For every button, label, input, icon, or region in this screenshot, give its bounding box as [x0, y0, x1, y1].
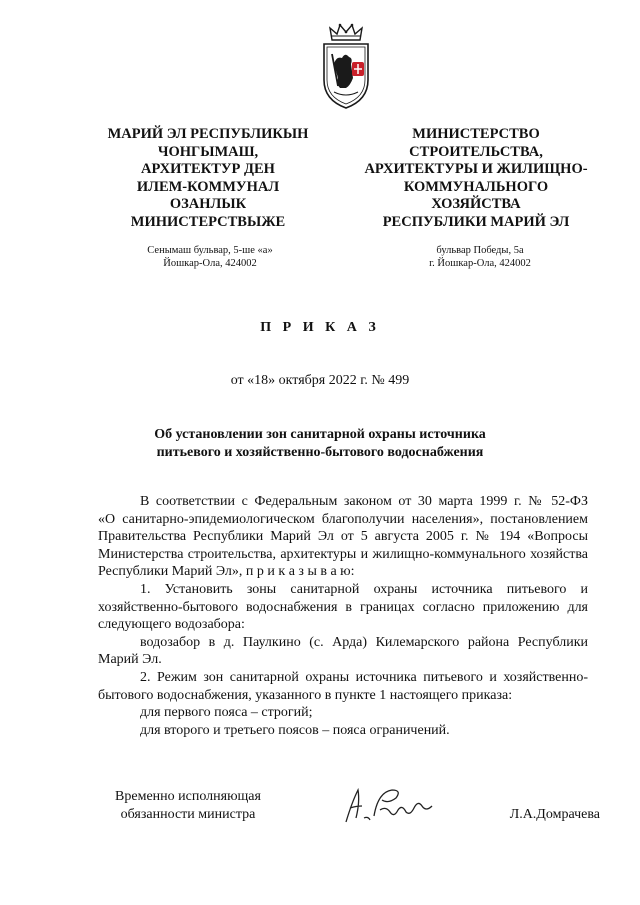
- header-right-line: КОММУНАЛЬНОГО: [403, 178, 549, 195]
- order-item-2-second-third-belts: для второго и третьего поясов – пояса ограничений.: [140, 722, 450, 738]
- header-left-line: ИЛЕМ-КОММУНАЛ: [136, 178, 280, 195]
- document-date-number: от «18» октября 2022 г. № 499: [230, 373, 410, 388]
- document-body: [98, 493, 588, 739]
- emblem-icon: [318, 22, 374, 110]
- order-item-2-first-belt: для первого пояса – строгий;: [140, 705, 313, 721]
- position-line: Временно исполняющая: [115, 789, 261, 804]
- document-subject: [120, 426, 520, 462]
- signatory-position: [98, 788, 278, 824]
- header-right-line: МИНИСТЕРСТВО: [412, 126, 540, 142]
- header-right-address: [380, 244, 580, 270]
- preamble-paragraph: «О санитарно-эпидемиологическом благополучии населения», постановлением Правительства Республики Марий Эл от 5 августа 2005 г. № 194 «Вопросы Министерства строительства, архитектуры и жилищно-коммунального хозяйства Республики Марий Эл», п р и к а з ы в а ю:: [98, 511, 588, 580]
- header-right-line: АРХИТЕКТУРЫ И ЖИЛИЩНО-: [364, 161, 588, 177]
- preamble-first-line: В соответствии с Федеральным законом от 30 марта 1999 г. № 52-ФЗ: [140, 494, 588, 509]
- header-right-ministry-name: [352, 126, 600, 231]
- header-left-ministry-name: [92, 126, 324, 231]
- position-line: обязанности министра: [120, 807, 256, 822]
- header-left-line: АРХИТЕКТУР ДЕН: [141, 161, 275, 177]
- address-line: г. Йошкар-Ола, 424002: [429, 258, 531, 269]
- subject-line: питьевого и хозяйственно-бытового водоснабжения: [156, 445, 484, 460]
- header-left-address: [110, 244, 310, 270]
- header-right-line: РЕСПУБЛИКИ МАРИЙ ЭЛ: [382, 213, 570, 230]
- address-line: бульвар Победы, 5а: [436, 245, 524, 256]
- header-left-line: МАРИЙ ЭЛ РЕСПУБЛИКЫН: [107, 126, 309, 142]
- header-right-line: СТРОИТЕЛЬСТВА,: [409, 143, 543, 160]
- header-left-line: МИНИСТЕРСТВЫЖЕ: [130, 213, 286, 230]
- order-item-2: 2. Режим зон санитарной охраны источника питьевого и хозяйственно-бытового водоснабжения, указанного в пункте 1 настоящего приказа:: [98, 669, 588, 703]
- header-left-line: ОЗАНЛЫК: [169, 196, 247, 212]
- header-right-line: ХОЗЯЙСТВА: [431, 196, 521, 212]
- address-line: Сенымаш бульвар, 5-ше «а»: [147, 245, 273, 256]
- coat-of-arms-emblem: [318, 22, 374, 110]
- order-item-1: 1. Установить зоны санитарной охраны источника питьевого и хозяйственно-бытового водоснабжения в границах согласно приложению для следующего водозабора:: [98, 581, 588, 633]
- document-title: П Р И К А З: [260, 320, 380, 335]
- address-line: Йошкар-Ола, 424002: [163, 258, 257, 269]
- signature-icon: [340, 782, 440, 830]
- order-item-1-water-intake: водозабор в д. Паулкино (с. Арда) Килемарского района Республики Марий Эл.: [98, 634, 588, 668]
- signatory-name: Л.А.Домрачева: [509, 807, 600, 822]
- header-left-line: ЧОНГЫМАШ,: [157, 143, 259, 160]
- subject-line: Об установлении зон санитарной охраны источника: [154, 427, 486, 442]
- handwritten-signature: [340, 782, 440, 830]
